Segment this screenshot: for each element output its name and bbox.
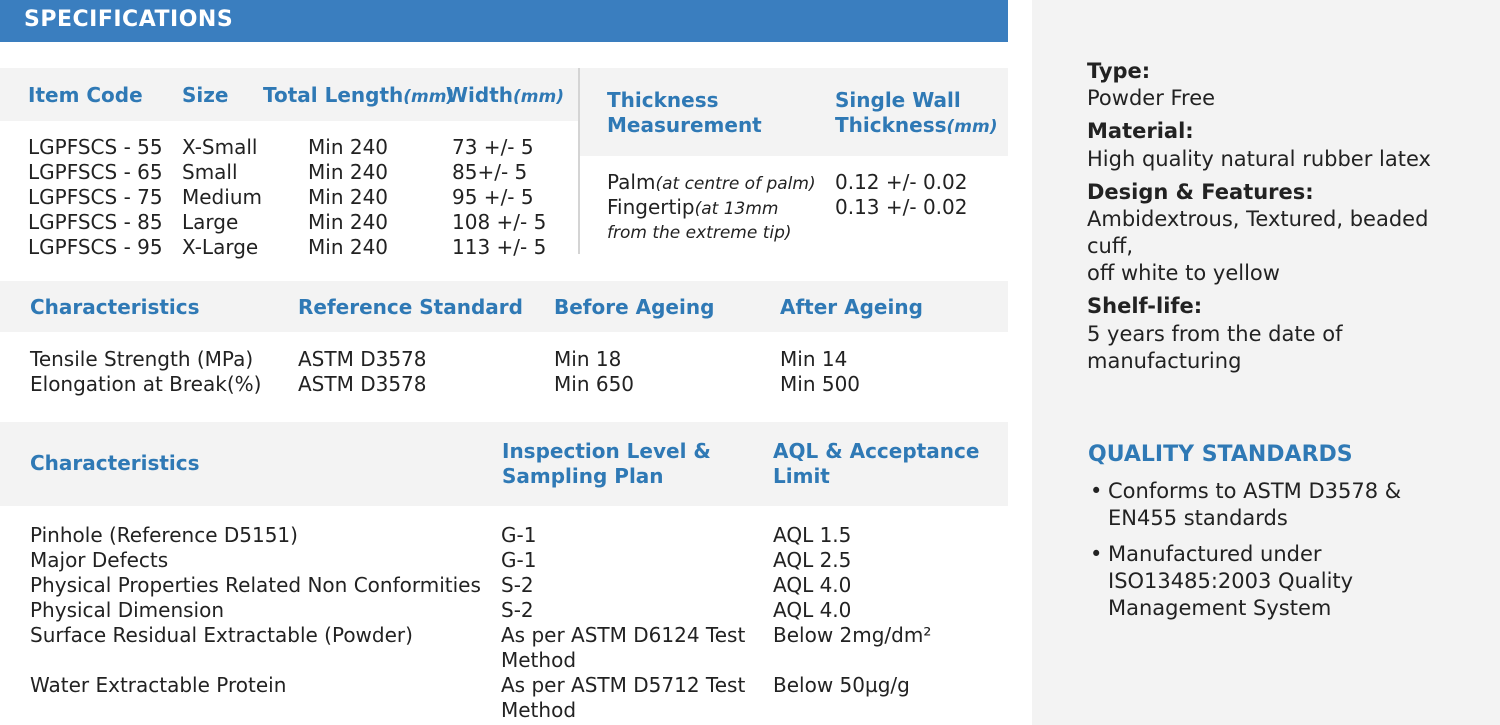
shelf-life-label: Shelf-life: — [1087, 294, 1203, 318]
spacer — [30, 648, 481, 673]
specifications-title: SPECIFICATIONS — [24, 7, 234, 32]
characteristic-cell: Pinhole (Reference D5151) — [30, 523, 298, 547]
type-label: Type: — [1087, 59, 1151, 83]
inspection-cell: G-1 — [501, 548, 537, 572]
header-thickness-measurement: Thickness Measurement — [607, 88, 762, 137]
fingertip-note-cell: from the extreme tip) — [607, 223, 792, 243]
width-cell: 113 +/- 5 — [452, 235, 547, 259]
header-single-wall-thickness: Single Wall Thickness(mm) — [835, 88, 998, 137]
header-reference-standard: Reference Standard — [298, 295, 523, 319]
spacer — [773, 648, 931, 673]
shelf-life-value: 5 years from the date of manufacturing — [1087, 322, 1343, 373]
length-cell: Min 240 — [308, 135, 389, 159]
size-cell: X-Small — [182, 135, 258, 159]
inspection-cell: S-2 — [501, 573, 534, 597]
aql-cell: AQL 4.0 — [773, 598, 852, 622]
bullet-icon: • — [1090, 542, 1103, 566]
header-characteristics: Characteristics — [30, 295, 200, 319]
palm-cell: Palm(at centre of palm) — [607, 170, 816, 194]
item-code-cell: LGPFSCS - 85 — [28, 210, 163, 234]
characteristic-cell: Physical Dimension — [30, 598, 225, 622]
before-ageing-column — [554, 347, 634, 397]
aql-cell: AQL 1.5 — [773, 523, 852, 547]
specifications-header-bar — [0, 0, 1008, 42]
header-size: Size — [182, 83, 229, 107]
design-value: Ambidextrous, Textured, beaded cuff, off white to yellow — [1087, 207, 1429, 285]
size-cell: Large — [182, 210, 239, 234]
size-cell: Small — [182, 160, 238, 184]
ageing-characteristics-column — [30, 347, 261, 397]
header-characteristics: Characteristics — [30, 451, 200, 475]
thickness-value-cell: 0.12 +/- 0.02 — [835, 170, 968, 194]
length-column — [308, 135, 388, 260]
size-cell: Medium — [182, 185, 262, 209]
header-item-code: Item Code — [28, 83, 143, 107]
characteristic-cell: Elongation at Break(%) — [30, 372, 262, 396]
width-column — [452, 135, 546, 260]
header-after-ageing: After Ageing — [780, 295, 923, 319]
aql-cell: AQL 4.0 — [773, 573, 852, 597]
item-code-cell: LGPFSCS - 95 — [28, 235, 163, 259]
inspection-level-column — [501, 523, 745, 723]
width-cell: 108 +/- 5 — [452, 210, 547, 234]
thickness-value-column — [835, 170, 968, 220]
type-value: Powder Free — [1087, 86, 1216, 110]
inspection-cell: Method — [501, 698, 577, 722]
aql-cell: Below 2mg/dm² — [773, 623, 932, 647]
header-total-length: Total Length(mm) — [263, 83, 455, 107]
inspection-cell: S-2 — [501, 598, 534, 622]
characteristic-cell: Water Extractable Protein — [30, 673, 287, 697]
after-ageing-cell: Min 500 — [780, 372, 861, 396]
inspection-cell: As per ASTM D6124 Test — [501, 623, 746, 647]
inspection-characteristics-column — [30, 523, 481, 698]
standard-cell: ASTM D3578 — [298, 372, 427, 396]
aql-cell: AQL 2.5 — [773, 548, 852, 572]
before-ageing-cell: Min 650 — [554, 372, 635, 396]
header-width: Width(mm) — [446, 83, 564, 107]
item-code-cell: LGPFSCS - 55 — [28, 135, 163, 159]
aql-cell: Below 50µg/g — [773, 673, 910, 697]
item-code-cell: LGPFSCS - 75 — [28, 185, 163, 209]
characteristic-cell: Major Defects — [30, 548, 169, 572]
header-before-ageing: Before Ageing — [554, 295, 715, 319]
length-cell: Min 240 — [308, 185, 389, 209]
length-cell: Min 240 — [308, 235, 389, 259]
quality-standards-title: QUALITY STANDARDS — [1088, 442, 1353, 467]
thickness-value-cell: 0.13 +/- 0.02 — [835, 195, 968, 219]
after-ageing-cell: Min 14 — [780, 347, 848, 371]
item-code-column — [28, 135, 163, 260]
standard-cell: ASTM D3578 — [298, 347, 427, 371]
bullet-icon: • — [1090, 479, 1103, 503]
size-cell: X-Large — [182, 235, 259, 259]
header-inspection-level: Inspection Level & Sampling Plan — [502, 439, 711, 488]
width-cell: 95 +/- 5 — [452, 185, 534, 209]
length-cell: Min 240 — [308, 210, 389, 234]
reference-standard-column — [298, 347, 427, 397]
inspection-cell: As per ASTM D5712 Test — [501, 673, 746, 697]
characteristic-cell: Tensile Strength (MPa) — [30, 347, 254, 371]
aql-column — [773, 523, 931, 698]
inspection-cell: Method — [501, 648, 577, 672]
length-cell: Min 240 — [308, 160, 389, 184]
thickness-measurement-column — [607, 170, 816, 242]
width-cell: 85+/- 5 — [452, 160, 528, 184]
design-label: Design & Features: — [1087, 180, 1314, 204]
fingertip-cell: Fingertip(at 13mm — [607, 195, 779, 219]
width-cell: 73 +/- 5 — [452, 135, 534, 159]
material-label: Material: — [1087, 119, 1194, 143]
before-ageing-cell: Min 18 — [554, 347, 622, 371]
material-value: High quality natural rubber latex — [1087, 147, 1431, 171]
characteristic-cell: Surface Residual Extractable (Powder) — [30, 623, 413, 647]
after-ageing-column — [780, 347, 860, 397]
item-code-cell: LGPFSCS - 65 — [28, 160, 163, 184]
header-aql-acceptance: AQL & Acceptance Limit — [773, 439, 980, 488]
size-column — [182, 135, 262, 260]
characteristic-cell: Physical Properties Related Non Conformities — [30, 573, 481, 597]
inspection-cell: G-1 — [501, 523, 537, 547]
